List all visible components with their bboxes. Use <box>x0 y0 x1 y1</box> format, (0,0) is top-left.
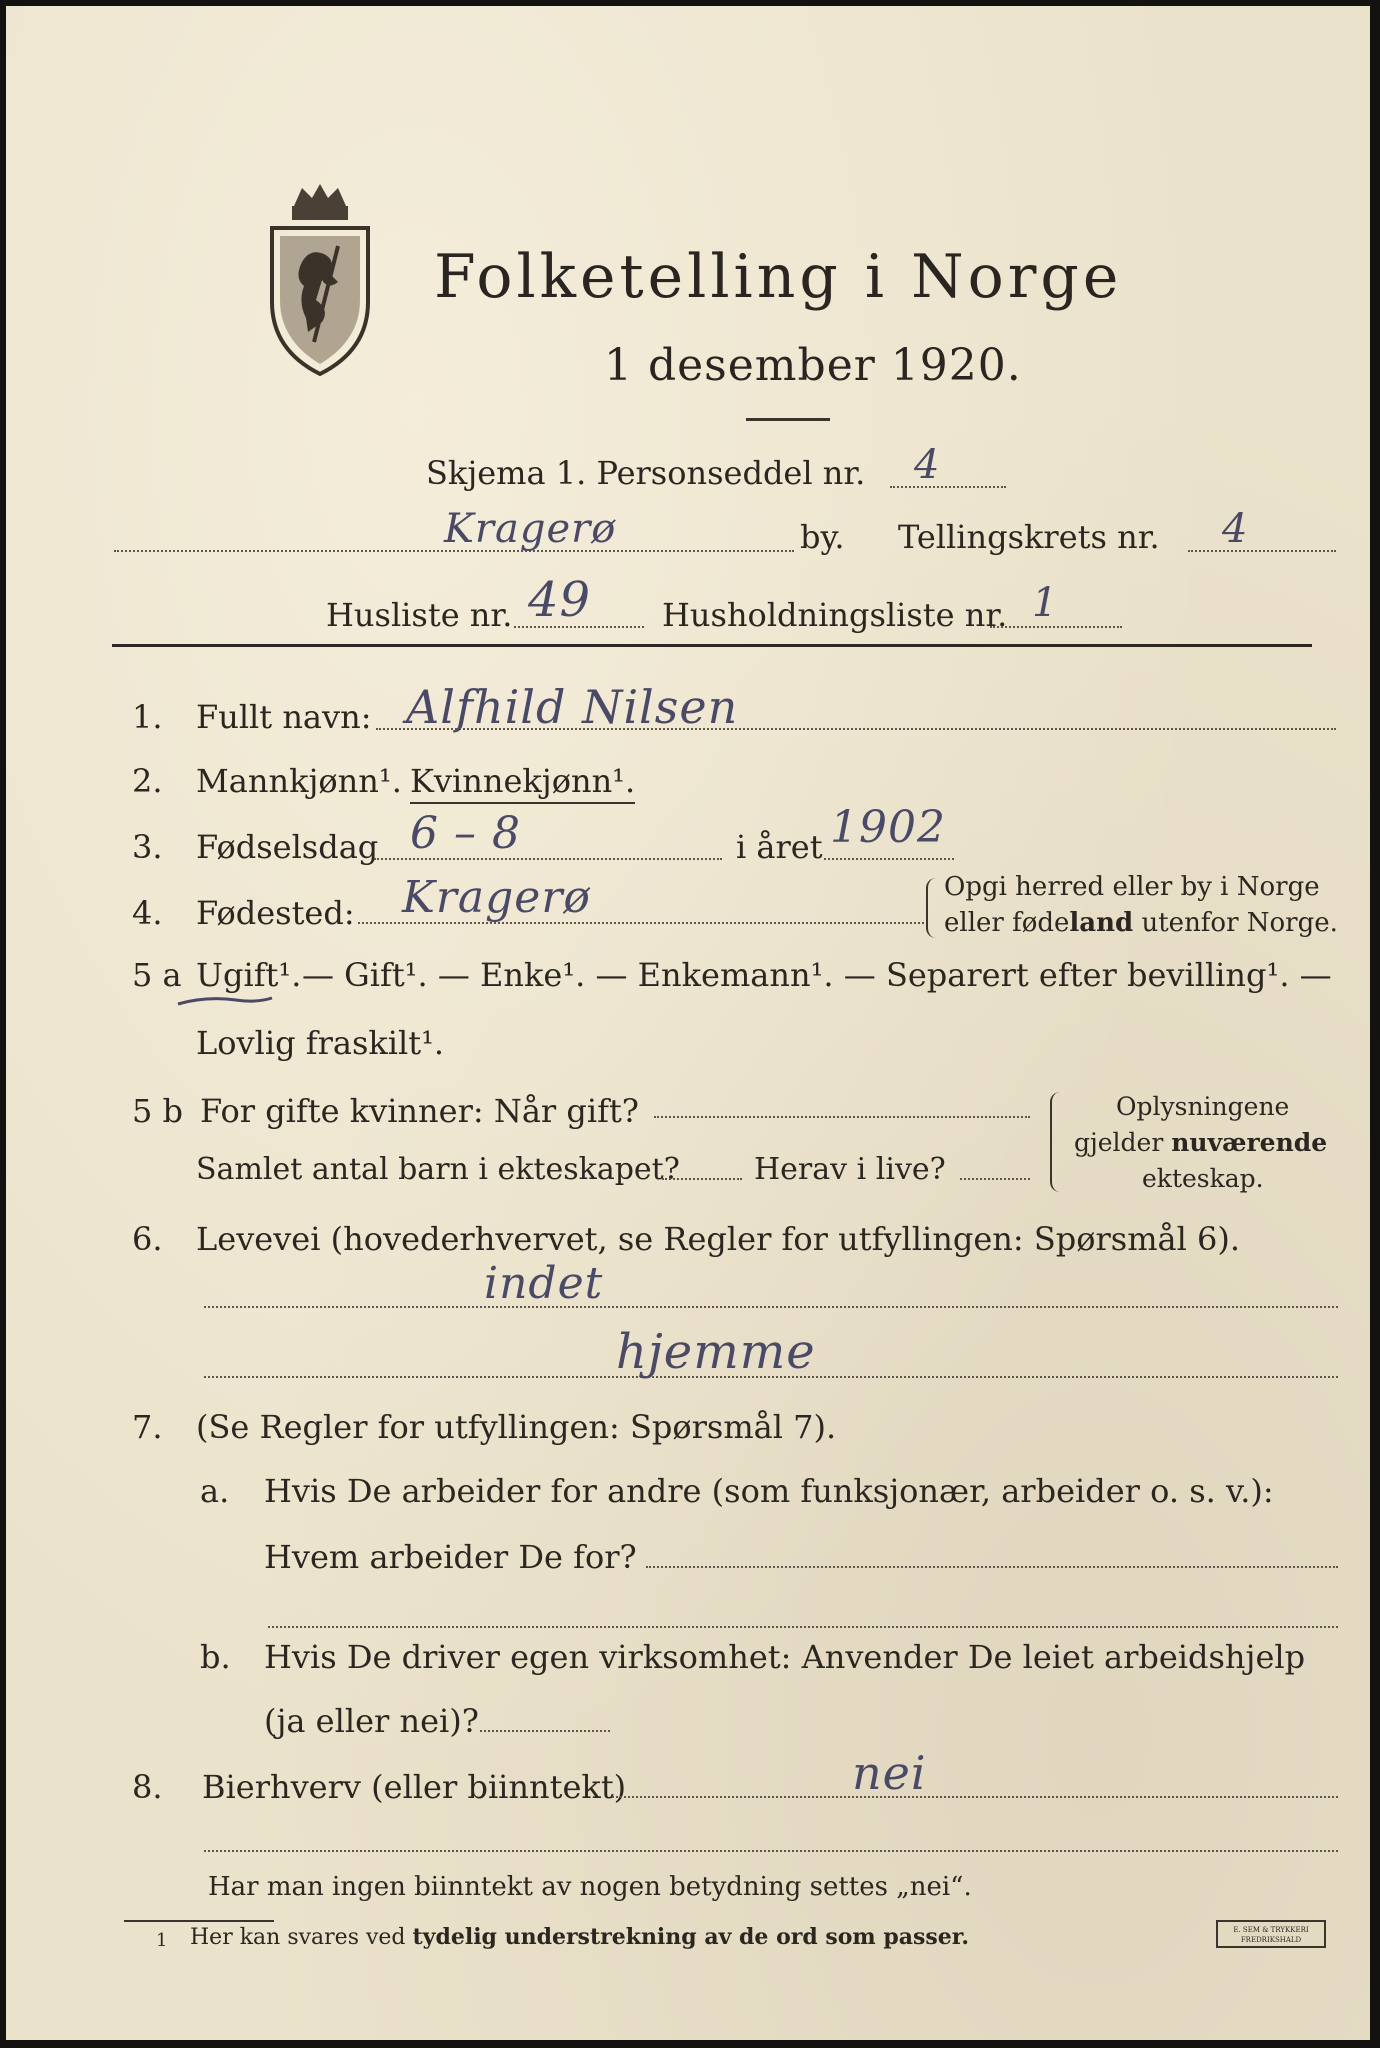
q8-number: 8. <box>132 1768 163 1806</box>
footnote-rule <box>124 1920 274 1922</box>
tellingskrets-number: 4 <box>1222 506 1249 552</box>
q7b-yes-no-label: (ja eller nei)? <box>264 1702 479 1740</box>
q7b-label: Hvis De driver egen virksomhet: Anvender De leiet arbeidshjelp <box>264 1638 1306 1676</box>
q7-label: (Se Regler for utfyllingen: Spørsmål 7). <box>196 1408 837 1446</box>
q4-number: 4. <box>132 894 163 932</box>
q7-number: 7. <box>132 1408 163 1446</box>
q7a-letter: a. <box>200 1472 230 1510</box>
header-separator-rule <box>112 644 1312 647</box>
footnote-text: Her kan svares ved tydelig understrekning av de ord som passer. <box>190 1924 970 1950</box>
q5b-label: For gifte kvinner: Når gift? <box>200 1092 639 1130</box>
q4-label: Fødested: <box>196 894 355 932</box>
tellingskrets-fill-line <box>1188 550 1336 552</box>
census-form-page <box>6 6 1370 2040</box>
q2-mannkjonn-label: Mannkjønn¹. <box>196 762 402 800</box>
q8-fill-line <box>612 1796 1338 1798</box>
q3-birth-day-value: 6 – 8 <box>410 808 521 859</box>
form-subtitle: 1 desember 1920. <box>604 340 1022 391</box>
q8-side-income-value: nei <box>852 1746 927 1800</box>
q6-fill-line-1 <box>204 1306 1338 1308</box>
q6-occupation-value-1: indet <box>484 1258 604 1309</box>
q6-occupation-value-2: hjemme <box>616 1324 816 1380</box>
personseddel-fill-line <box>890 486 1006 488</box>
q4-note-line-1: Opgi herred eller by i Norge <box>944 872 1320 902</box>
q3-birth-year-value: 1902 <box>830 802 946 853</box>
q5a-number: 5 a <box>132 956 182 994</box>
printer-stamp-line-1: E. SEM & TRYKKERI <box>1233 1926 1309 1934</box>
tellingskrets-label: Tellingskrets nr. <box>898 518 1160 556</box>
q3-label: Fødselsdag <box>196 828 379 866</box>
husholdningsliste-number: 1 <box>1032 580 1059 626</box>
q4-birthplace-value: Kragerø <box>402 872 591 923</box>
q7b-yes-no-fill-line <box>480 1730 610 1732</box>
q1-full-name-value: Alfhild Nilsen <box>406 680 739 734</box>
q4-note-brace <box>926 878 936 938</box>
q5b-alive-fill-line <box>960 1178 1030 1180</box>
personseddel-number: 4 <box>914 442 941 488</box>
printer-stamp <box>1216 1920 1326 1948</box>
q2-kvinnekjonn-label: Kvinnekjønn¹. <box>410 762 635 804</box>
husholdningsliste-fill-line <box>990 626 1122 628</box>
q5b-alive-label: Herav i live? <box>754 1152 946 1187</box>
q5b-note-line-1: Oplysningene <box>1116 1092 1290 1121</box>
q5a-lovlig-fraskilt-option: Lovlig fraskilt¹. <box>196 1024 445 1062</box>
q1-number: 1. <box>132 698 163 736</box>
husholdningsliste-label: Husholdningsliste nr. <box>662 596 1008 634</box>
q5b-children-total-fill-line <box>662 1178 742 1180</box>
q6-number: 6. <box>132 1220 163 1258</box>
q7b-letter: b. <box>200 1638 231 1676</box>
q5b-married-date-fill-line <box>654 1116 1030 1118</box>
q7a-label: Hvis De arbeider for andre (som funksjonær, arbeider o. s. v.): <box>264 1472 1274 1510</box>
q1-label: Fullt navn: <box>196 698 372 736</box>
q7a-employer-fill-line-2 <box>268 1626 1338 1628</box>
form-title: Folketelling i Norge <box>434 242 1123 312</box>
q7a-employer-fill-line <box>646 1566 1338 1568</box>
by-label: by. <box>800 518 845 556</box>
title-divider <box>746 418 830 421</box>
q5a-other-options: — Gift¹. — Enke¹. — Enkemann¹. — Separert efter bevilling¹. — <box>302 956 1332 994</box>
q5a-ugift-handwritten-underline <box>176 994 276 1010</box>
footnote-mark: 1 <box>156 1930 168 1951</box>
q3-year-fill-line <box>824 858 954 860</box>
q8-note: Har man ingen biinntekt av nogen betydning settes „nei“. <box>208 1872 972 1902</box>
q3-year-label: i året <box>736 828 823 866</box>
q8-fill-line-2 <box>204 1850 1338 1852</box>
q6-label: Levevei (hovederhvervet, se Regler for utfyllingen: Spørsmål 6). <box>196 1220 1241 1258</box>
skjema-label: Skjema 1. Personseddel nr. <box>426 454 866 492</box>
printer-stamp-line-2: FREDRIKSHALD <box>1240 1936 1302 1944</box>
q5a-ugift-option: Ugift¹. <box>196 956 302 994</box>
husliste-label: Husliste nr. <box>326 596 513 634</box>
q5b-children-total-label: Samlet antal barn i ekteskapet? <box>196 1152 680 1187</box>
norwegian-coat-of-arms-icon <box>258 182 382 382</box>
by-value: Kragerø <box>444 506 617 552</box>
q2-number: 2. <box>132 762 163 800</box>
q5b-note-line-2: gjelder nuværende <box>1074 1128 1328 1157</box>
q5b-note-brace <box>1050 1092 1062 1192</box>
q4-note-line-2: eller fødeland utenfor Norge. <box>944 908 1338 938</box>
husliste-number: 49 <box>528 572 592 628</box>
q8-label: Bierhverv (eller biinntekt) <box>202 1768 627 1806</box>
q3-number: 3. <box>132 828 163 866</box>
q7a-employer-label: Hvem arbeider De for? <box>264 1538 637 1576</box>
q5b-note-line-3: ekteskap. <box>1142 1164 1264 1193</box>
q5b-number: 5 b <box>132 1092 184 1130</box>
